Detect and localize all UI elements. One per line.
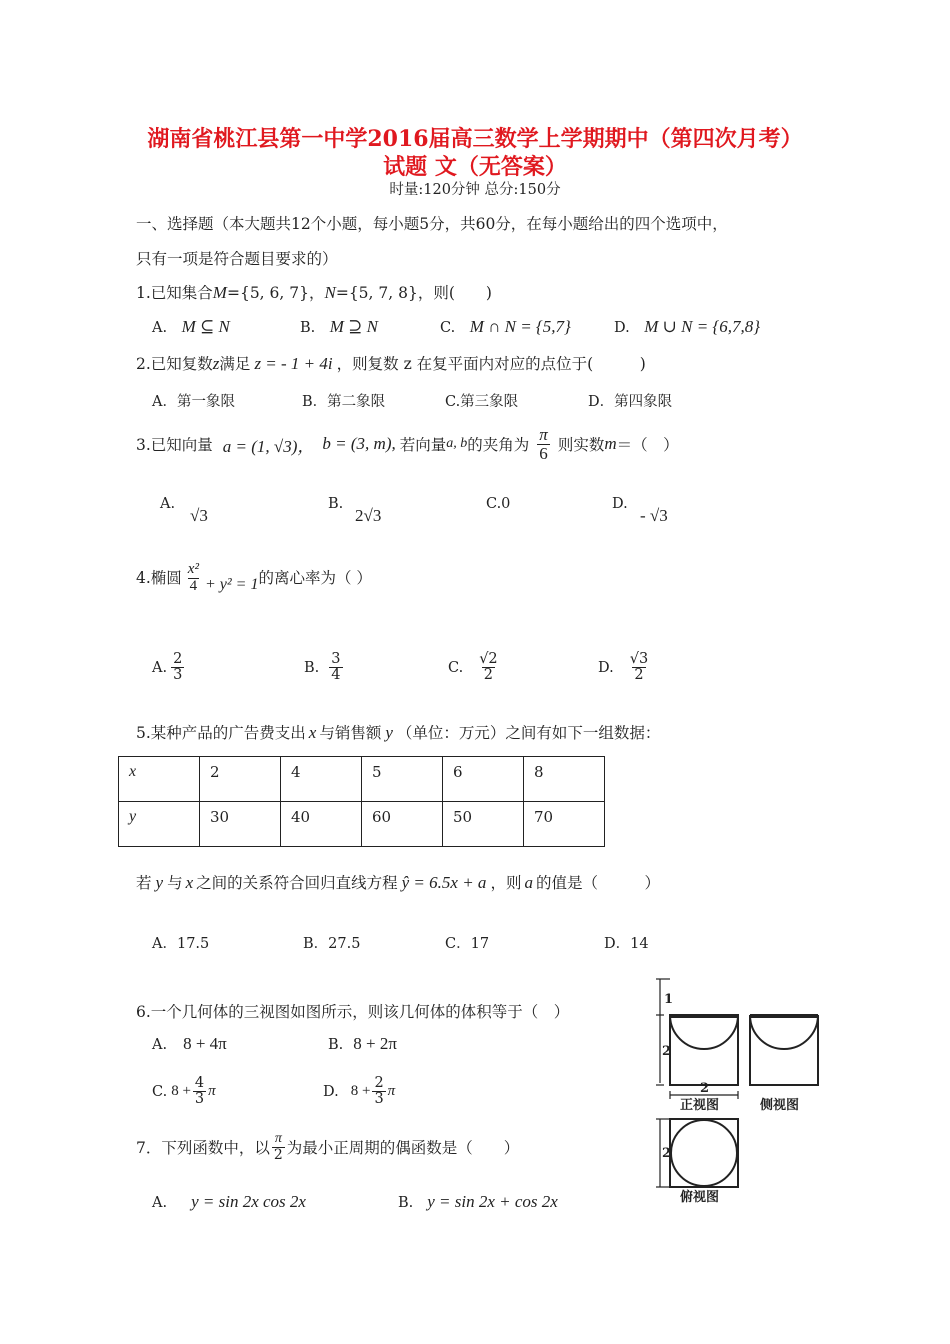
table-cell: 50 <box>443 802 524 847</box>
q3-m-var: m <box>604 434 617 454</box>
q3-option-c[interactable]: C.0 <box>486 496 511 512</box>
q6-option-b[interactable] <box>328 1034 397 1054</box>
question-4 <box>136 562 372 595</box>
question-3 <box>136 426 679 463</box>
q2-option-c[interactable]: C.第三象限 <box>445 394 519 410</box>
section-header-line-1: 一、选择题（本大题共12个小题，每小题5分，共60分，在每小题给出的四个选项中， <box>136 215 728 233</box>
question-5 <box>136 721 660 743</box>
q2-option-d[interactable]: D．第四象限 <box>588 394 673 410</box>
table-cell: 30 <box>200 802 281 847</box>
table-cell: 6 <box>443 757 524 802</box>
table-cell: 5 <box>362 757 443 802</box>
table-cell-y-label: y <box>119 802 200 847</box>
q7-fraction <box>272 1132 285 1162</box>
q3-angle-fraction <box>537 426 550 463</box>
q5-data-table <box>118 756 605 847</box>
q7-option-a-math: y = sin 2x cos 2x <box>191 1192 306 1211</box>
q5-option-c[interactable]: C．17 <box>445 936 490 952</box>
q5-text-b: 与销售额 <box>319 724 382 742</box>
q3-angle-text: 的夹角为 <box>467 436 530 455</box>
q3-option-d-label[interactable]: D. <box>612 496 628 512</box>
q7-option-a-label: A. <box>152 1195 168 1211</box>
q5-l2-a: 若 <box>136 874 152 892</box>
q3-option-d-math: - √3 <box>640 506 668 525</box>
q4-prefix: 4.椭圆 <box>136 569 182 587</box>
table-cell: 40 <box>281 802 362 847</box>
three-view-figure <box>650 975 820 1205</box>
q1-option-b[interactable] <box>300 316 378 337</box>
q6-option-c-num: 4 <box>194 1075 205 1091</box>
front-view-hemisphere <box>670 1015 738 1049</box>
q7-num: π <box>274 1131 282 1146</box>
q5-x: x <box>308 723 317 742</box>
q1-option-a[interactable] <box>152 316 230 337</box>
q4-option-a-frac <box>171 652 184 683</box>
q4-option-d-num: √3 <box>629 651 649 667</box>
q1-m-set: ={5, 6, 7}， <box>226 284 325 302</box>
exam-info: 时量:120分钟 总分:150分 <box>389 182 561 198</box>
q1-option-a-label: A. <box>152 320 168 336</box>
q4-frac-den: 4 <box>189 577 198 594</box>
q5-regression-equation: ŷ = 6.5x + a <box>401 873 487 892</box>
question-7 <box>136 1132 519 1162</box>
q5-l2-c: 之间的关系符合回归直线方程 <box>196 874 398 892</box>
q6-option-c-label: C. <box>152 1083 168 1100</box>
q3-angle-den: 6 <box>539 443 548 463</box>
q4-option-a-num: 2 <box>173 651 183 667</box>
q1-n-set: ={5, 7, 8}，则( ) <box>335 284 492 302</box>
q5-l2-b: 与 <box>167 874 183 892</box>
q2-suffix: ，则复数 z 在复平面内对应的点位于( ) <box>336 355 646 373</box>
table-cell: 2 <box>200 757 281 802</box>
q4-option-c-den: 2 <box>483 667 494 684</box>
q6-option-a[interactable] <box>152 1034 227 1054</box>
table-cell-x-label: x <box>119 757 200 802</box>
q7-option-a[interactable] <box>152 1192 306 1212</box>
q3-option-b-math: 2√3 <box>355 506 382 525</box>
q1-option-d-label: D. <box>614 320 630 336</box>
q5-l2-a-var: a <box>524 873 533 892</box>
q4-option-a[interactable] <box>152 652 184 683</box>
q5-l2-d: ，则 <box>490 874 522 892</box>
q7-den: 2 <box>273 1146 283 1163</box>
q3-tail: ＝（ ） <box>616 436 679 455</box>
section-header-line-2: 只有一项是符合题目要求的） <box>136 250 338 268</box>
q1-prefix: 1.已知集合 <box>136 284 213 302</box>
q7-option-b-label: B. <box>398 1195 414 1211</box>
q1-option-d-math: M ∪ N = {6,7,8} <box>644 317 761 336</box>
q6-option-d-pre: 8 + <box>350 1083 371 1100</box>
q1-option-d[interactable] <box>614 316 760 337</box>
q4-option-b-den: 4 <box>331 667 341 684</box>
title-line-1: 湖南省桃江县第一中学2016届高三数学上学期期中（第四次月考） <box>147 126 803 152</box>
q6-option-c-pi: π <box>208 1083 216 1100</box>
q5-l2-e: 的值是（ ） <box>535 874 660 892</box>
question-1 <box>136 281 492 303</box>
title-line-2: 试题 文（无答案） <box>383 154 567 180</box>
q7-option-b[interactable] <box>398 1192 558 1212</box>
q6-option-d-frac <box>372 1076 385 1107</box>
q5-l2-y: y <box>155 873 164 892</box>
q1-option-c[interactable] <box>440 316 571 337</box>
q7-option-b-math: y = sin 2x + cos 2x <box>427 1192 558 1211</box>
table-cell: 60 <box>362 802 443 847</box>
question-6: 6.一个几何体的三视图如图所示，则该几何体的体积等于（ ） <box>136 1003 570 1021</box>
q1-m-label: M <box>212 283 227 302</box>
q6-option-b-math: 8 + 2π <box>353 1034 397 1053</box>
dim-label-2-width: 2 <box>700 1081 710 1096</box>
q5-option-b[interactable]: B．27.5 <box>303 936 361 952</box>
q6-option-a-math: 8 + 4π <box>183 1034 227 1053</box>
q4-option-c-label: C. <box>448 659 464 676</box>
q5-text-a: 5.某种产品的广告费支出 <box>136 724 306 742</box>
q2-var: z <box>212 354 220 373</box>
q1-option-c-label: C. <box>440 320 456 336</box>
q5-y: y <box>385 723 393 742</box>
q6-option-d[interactable] <box>323 1076 395 1107</box>
q6-option-b-label: B. <box>328 1037 344 1053</box>
table-cell: 4 <box>281 757 362 802</box>
q2-equation: z = - 1 + 4i <box>254 354 333 373</box>
q4-option-d[interactable] <box>598 652 650 683</box>
q1-option-c-math: M ∩ N = {5,7} <box>469 317 571 336</box>
q4-option-b-frac <box>329 652 342 683</box>
side-view-label: 侧视图 <box>760 1098 800 1113</box>
q5-regression-line <box>136 871 660 893</box>
q6-option-d-label: D. <box>323 1083 339 1100</box>
q2-mid: 满足 <box>219 355 251 373</box>
q4-fraction <box>186 562 201 595</box>
q4-option-c[interactable] <box>448 652 500 683</box>
q2-option-a[interactable]: A．第一象限 <box>152 394 235 410</box>
front-view-label: 正视图 <box>680 1098 720 1113</box>
q6-option-d-den: 3 <box>374 1091 384 1108</box>
table-cell: 70 <box>524 802 605 847</box>
side-view-square <box>750 1017 818 1085</box>
q2-prefix: 2.已知复数 <box>136 355 213 373</box>
q3-option-b-label[interactable]: B. <box>328 496 344 512</box>
q6-option-c-frac <box>193 1076 206 1107</box>
q5-l2-x: x <box>185 873 194 892</box>
q6-option-d-num: 2 <box>374 1075 384 1091</box>
q3-vectors: a, b <box>446 436 468 452</box>
table-row <box>119 802 605 847</box>
q3-vector-b: b = (3, m), <box>322 434 396 454</box>
top-view-label: 俯视图 <box>680 1190 720 1205</box>
q4-option-b-label: B. <box>304 659 320 676</box>
table-row <box>119 757 605 802</box>
side-view-hemisphere <box>750 1015 818 1049</box>
q4-option-b[interactable] <box>304 652 343 683</box>
q5-text-c: （单位：万元）之间有如下一组数据： <box>396 724 661 742</box>
q7-prefix: 7．下列函数中，以 <box>136 1139 270 1158</box>
q4-frac-num: x² <box>187 561 199 577</box>
q5-option-a[interactable]: A．17.5 <box>152 936 210 952</box>
q4-option-a-den: 3 <box>173 667 183 684</box>
front-view-square <box>670 1017 738 1085</box>
q4-option-a-label: A. <box>152 659 168 676</box>
q6-option-a-label: A. <box>152 1037 168 1053</box>
q3-option-a-label[interactable]: A. <box>160 496 176 512</box>
q6-option-d-pi: π <box>387 1083 396 1100</box>
q2-option-b[interactable]: B．第二象限 <box>302 394 386 410</box>
q1-option-b-math: M ⊇ N <box>329 317 379 336</box>
q5-option-d[interactable]: D．14 <box>604 936 649 952</box>
q6-option-c-den: 3 <box>194 1091 205 1108</box>
dim-label-1: 1 <box>664 992 674 1007</box>
dim-label-2-top: 2 <box>662 1146 672 1161</box>
top-view-circle <box>671 1120 737 1186</box>
q1-n-label: N <box>324 283 336 302</box>
q3-option-a-math: √3 <box>190 506 208 525</box>
q1-option-a-math: M ⊆ N <box>181 317 230 336</box>
q4-option-c-num: √2 <box>479 651 498 667</box>
q4-option-d-label: D. <box>598 659 614 676</box>
q7-suffix: 为最小正周期的偶函数是（ ） <box>286 1139 520 1158</box>
q6-option-c-pre: 8 + <box>171 1083 191 1100</box>
q3-angle-num: π <box>539 425 548 444</box>
q3-prefix: 3.已知向量 <box>136 436 213 455</box>
q3-mid: 若向量 <box>399 436 447 455</box>
q4-option-b-num: 3 <box>331 651 341 667</box>
q4-equation-rest: + y² = 1 <box>204 576 259 593</box>
q4-option-d-frac <box>628 652 650 683</box>
q4-suffix: 的离心率为（ ） <box>258 569 372 587</box>
q6-option-c[interactable] <box>152 1076 216 1107</box>
q3-suffix: 则实数 <box>557 436 605 455</box>
dim-label-2-height: 2 <box>662 1044 672 1059</box>
q4-option-c-frac <box>477 652 499 683</box>
q4-option-d-den: 2 <box>634 667 644 684</box>
table-cell: 8 <box>524 757 605 802</box>
question-2 <box>136 352 646 374</box>
q3-vector-a: a = (1, √3)， <box>222 436 315 456</box>
q1-option-b-label: B. <box>300 320 316 336</box>
